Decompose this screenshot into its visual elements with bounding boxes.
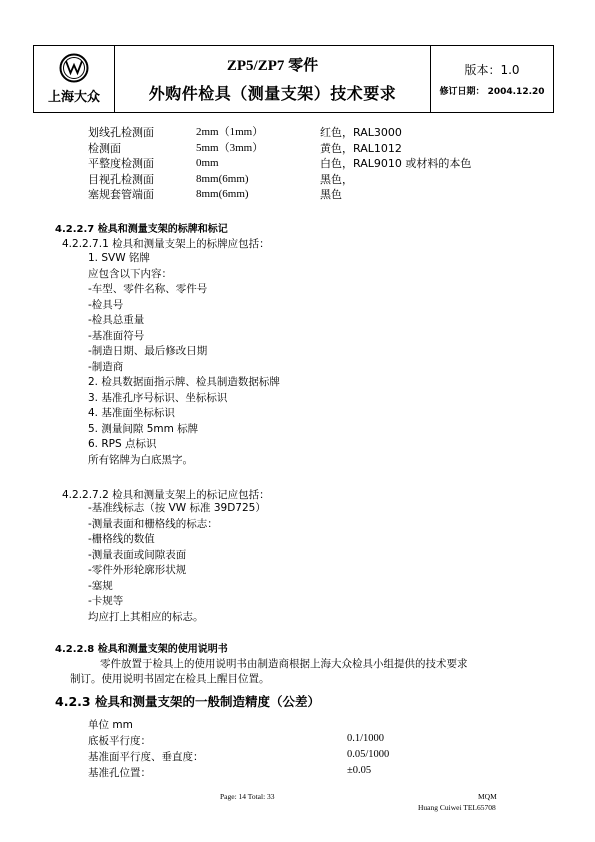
offset-value: 0mm	[196, 157, 219, 169]
paragraph-line: 零件放置于检具上的使用说明书由制造商根据上海大众检具小组提供的技术要求	[100, 658, 468, 670]
list-item: -检具号	[88, 298, 124, 311]
offset-value: 8mm(6mm)	[196, 188, 249, 200]
surface-name: 塞规套管端面	[88, 188, 154, 201]
list-item: -基准线标志（按 VW 标准 39D725）	[88, 502, 266, 514]
list-item: 3. 基准孔序号标识、坐标标识	[88, 391, 228, 404]
list-item: -车型、零件名称、零件号	[88, 283, 208, 295]
department: MQM	[478, 792, 497, 801]
unit-label: 单位 mm	[88, 719, 133, 731]
list-item: -检具总重量	[88, 314, 145, 326]
surface-name: 划线孔检测面	[88, 126, 154, 139]
offset-value: 8mm(6mm)	[196, 172, 249, 185]
tolerance-value: 0.1/1000	[347, 733, 385, 744]
subsection-heading-42271: 4.2.2.7.1 检具和测量支架上的标牌应包括：	[62, 238, 270, 250]
list-item: -卡规等	[88, 595, 124, 607]
list-item: 4. 基准面坐标标识	[88, 407, 175, 419]
tolerance-label: 基准面平行度、垂直度：	[88, 751, 204, 763]
surface-name: 目视孔检测面	[88, 172, 154, 186]
author-contact: Huang Cuiwei TEL65708	[418, 803, 496, 812]
section-heading-423: 4.2.3 检具和测量支架的一般制造精度（公差）	[55, 694, 320, 709]
tolerance-value: 0.05/1000	[347, 749, 390, 760]
tolerance-label: 底板平行度：	[88, 735, 151, 747]
list-item: -零件外形轮廓形状规	[88, 564, 187, 576]
surface-name: 检测面	[88, 141, 121, 155]
tolerance-label: 基准孔位置：	[88, 767, 151, 779]
logo-cell	[34, 46, 115, 112]
list-item: -栅格线的数值	[88, 533, 155, 545]
table-row	[88, 141, 471, 157]
list-item: -制造日期、最后修改日期	[88, 345, 208, 357]
doc-title-line1: ZP5/ZP7 零件	[226, 58, 319, 74]
list-item: -塞规	[88, 579, 113, 592]
tolerance-value: ±0.05	[347, 765, 372, 776]
list-item: -测量表面和栅格线的标志：	[88, 517, 218, 530]
section-heading-4227: 4.2.2.7 检具和测量支架的标牌和标记	[55, 224, 228, 235]
offset-value: 2mm（1mm）	[196, 126, 264, 138]
table-row	[88, 172, 471, 188]
list-item: -制造商	[88, 360, 124, 373]
marking-list	[88, 501, 266, 625]
label-list	[88, 251, 280, 468]
list-item: 所有铭牌为白底黑字。	[88, 453, 193, 466]
brand-name: 上海大众	[47, 90, 100, 105]
list-item: 均应打上其相应的标志。	[88, 610, 204, 623]
offset-value: 5mm（3mm）	[196, 141, 264, 154]
vw-logo-icon	[59, 53, 89, 83]
title-cell	[115, 46, 431, 112]
surface-color: 红色，RAL3000	[320, 126, 402, 139]
table-row	[88, 125, 471, 141]
list-item: 1. SVW 铭牌	[88, 252, 150, 264]
doc-title-line2: 外购件检具（测量支架）技术要求	[148, 84, 397, 103]
surface-color: 黑色，	[320, 172, 353, 186]
version: 版本：1.0	[464, 63, 520, 77]
list-item: 应包含以下内容：	[88, 267, 172, 280]
list-item: -测量表面或间隙表面	[88, 548, 187, 561]
surface-name: 平整度检测面	[88, 157, 154, 170]
table-row	[88, 156, 471, 172]
surface-color: 黑色	[320, 188, 342, 201]
list-item: 2. 检具数据面指示牌、检具制造数据标牌	[88, 376, 280, 388]
section-heading-4228: 4.2.2.8 检具和测量支架的使用说明书	[55, 644, 228, 655]
surface-color-table	[88, 125, 471, 203]
surface-color: 黄色，RAL1012	[320, 141, 402, 155]
version-cell	[431, 46, 553, 112]
page-number: Page: 14 Total: 33	[220, 792, 275, 801]
table-row	[88, 187, 471, 203]
subsection-heading-42272: 4.2.2.7.2 检具和测量支架上的标记应包括：	[62, 489, 270, 501]
list-item: 5. 测量间隙 5mm 标牌	[88, 422, 199, 435]
paragraph-line: 制订。使用说明书固定在检具上醒目位置。	[70, 673, 270, 685]
revision-date: 修订日期： 2004.12.20	[439, 87, 545, 97]
surface-color: 白色，RAL9010 或材料的本色	[320, 157, 472, 170]
document-header	[33, 45, 554, 113]
list-item: 6. RPS 点标识	[88, 438, 157, 450]
list-item: -基准面符号	[88, 329, 145, 342]
